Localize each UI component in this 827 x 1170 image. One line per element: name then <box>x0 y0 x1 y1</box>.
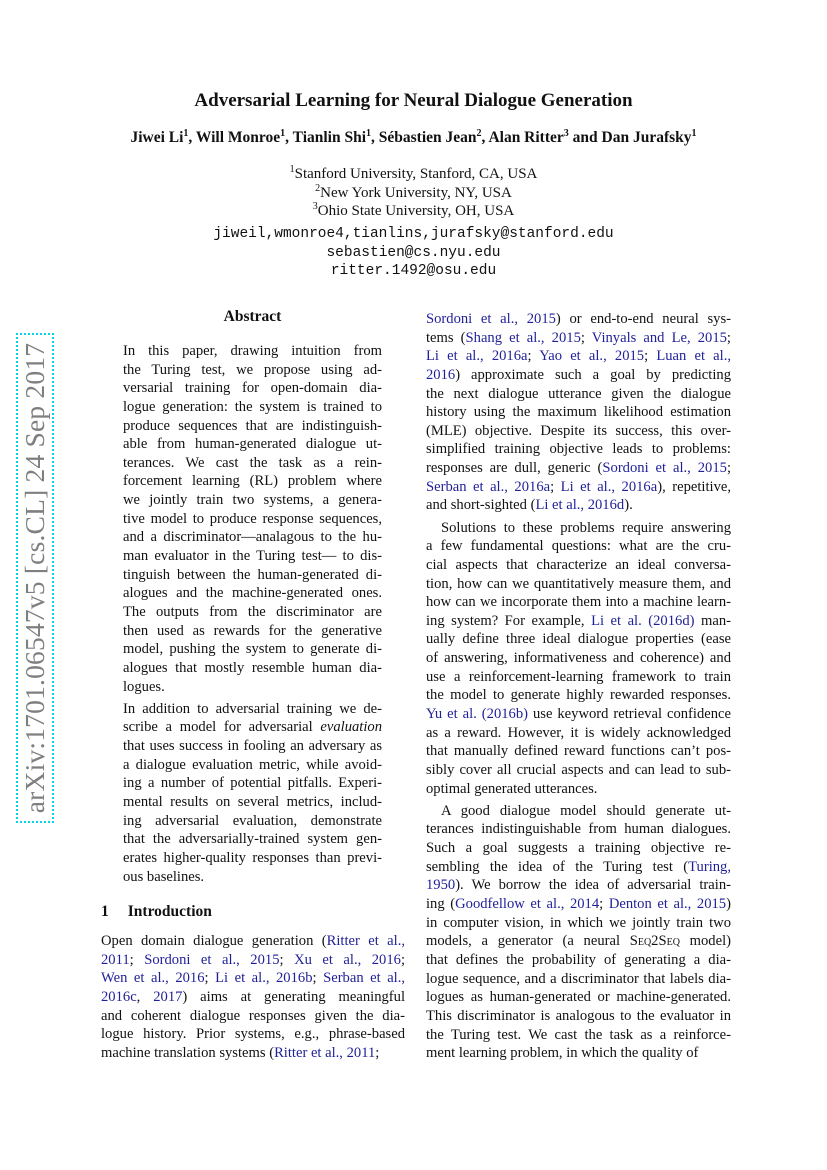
text-line <box>426 858 731 877</box>
citation-link[interactable]: Wen et al., 2016 <box>101 970 205 987</box>
text-line <box>426 724 731 743</box>
text-line <box>123 398 382 417</box>
citation-link[interactable]: 2016c <box>101 988 137 1005</box>
text-run: ; <box>204 970 216 987</box>
text-run: history using the maximum likelihood estimation <box>426 404 731 421</box>
text-line <box>426 310 731 329</box>
text-run: logues. <box>123 678 165 695</box>
text-run: logue history. Prior systems, e.g., phrase-based <box>101 1026 405 1043</box>
text-run: simplified training objective leads to problems: <box>426 441 731 458</box>
text-run: ) approximate such a goal by predicting <box>455 366 731 383</box>
paragraph <box>123 700 382 886</box>
affiliation-text: New York University, NY, USA <box>320 184 512 201</box>
text-line <box>123 756 382 775</box>
text-run: scribe a model for adversarial <box>123 719 321 736</box>
citation-link[interactable]: Li et al. (2016d) <box>591 612 695 629</box>
author-affiliation-mark: 1 <box>366 127 372 139</box>
text-run: ; <box>129 951 145 968</box>
arxiv-stamp <box>16 333 54 823</box>
affiliation <box>0 165 827 184</box>
text-run: forcement learning (RL) problem where <box>123 473 382 490</box>
text-line <box>426 686 731 705</box>
abstract-body <box>123 342 382 886</box>
affiliation-mark: 3 <box>312 201 318 213</box>
text-run: model, pushing the system to generate di- <box>123 641 382 658</box>
text-line <box>426 403 731 422</box>
text-run: ous baselines. <box>123 868 205 885</box>
text-run: man evaluator in the Turing test— to dis- <box>123 548 382 565</box>
text-run: ; <box>400 951 406 968</box>
affiliation <box>0 202 827 221</box>
text-run: Solutions to these problems require answering <box>441 519 731 536</box>
text-run: ing system? For example, <box>426 612 592 629</box>
author-affiliation-mark: 1 <box>183 127 189 139</box>
citation-link[interactable]: Sordoni et al., 2015 <box>602 460 727 477</box>
text-run: use a reinforcement-learning framework to train <box>426 668 731 685</box>
text-run: ing a number of potential pitfalls. Experi- <box>123 775 382 792</box>
text-line <box>426 820 731 839</box>
text-line <box>123 379 382 398</box>
text-run: ; <box>644 348 657 365</box>
text-line <box>426 329 731 348</box>
text-run: cial aspects that characterize an ideal conversa- <box>426 556 731 573</box>
citation-link[interactable]: 2011 <box>101 951 130 968</box>
text-line <box>123 603 382 622</box>
text-line <box>123 435 382 454</box>
text-run: Open domain dialogue generation ( <box>101 933 327 949</box>
text-run: logues as human-generated or machine-generated. <box>426 989 731 1006</box>
text-run: that the adversarially-trained system gen- <box>123 831 382 848</box>
text-run: machine translation systems ( <box>101 1044 275 1061</box>
text-line <box>426 519 731 538</box>
text-line <box>426 742 731 761</box>
author: Alan Ritter <box>488 129 564 146</box>
text-line <box>123 737 382 756</box>
email: ritter.1492@osu.edu <box>330 263 497 280</box>
text-run: the Turing test, we propose using ad- <box>123 361 382 378</box>
text-line <box>101 932 405 951</box>
text-run: ; <box>279 951 295 968</box>
text-line <box>426 951 731 970</box>
text-line <box>123 361 382 380</box>
citation-link[interactable]: 2017 <box>153 988 183 1005</box>
text-line <box>426 988 731 1007</box>
text-run: ; <box>726 329 731 346</box>
text-run: ) or end-to-end neural sys- <box>555 311 731 327</box>
citation-link[interactable]: Denton et al., 2015 <box>608 896 727 913</box>
text-line <box>123 491 382 510</box>
author-separator: , <box>285 129 293 146</box>
citation-link[interactable]: Serban et al., 2016a <box>426 478 551 495</box>
text-line <box>123 584 382 603</box>
citation-link[interactable]: 1950 <box>426 877 456 894</box>
affiliation-mark: 2 <box>315 182 321 194</box>
text-line <box>101 1025 405 1044</box>
text-line <box>426 802 731 821</box>
citation-link[interactable]: Xu et al., 2016 <box>294 951 401 968</box>
text-line <box>123 547 382 566</box>
text-run: terances. We cast the task as a rein- <box>123 454 382 471</box>
text-run: versarial training for open-domain dia- <box>123 380 382 397</box>
text-run: logue sequence, and a discriminator that labels dia- <box>426 970 731 987</box>
text-line <box>426 440 731 459</box>
text-line <box>123 640 382 659</box>
text-line <box>426 422 731 441</box>
text-line <box>123 417 382 436</box>
text-line <box>426 593 731 612</box>
affiliation-text: Ohio State University, OH, USA <box>317 203 515 220</box>
text-line <box>123 812 382 831</box>
intro-left-column <box>101 932 405 1066</box>
text-line <box>123 700 382 719</box>
text-run: of answering, informativeness and coherence) and <box>426 650 731 667</box>
text-line <box>123 659 382 678</box>
text-run: that defines the probability of generating a dia- <box>426 951 731 968</box>
text-run: ; <box>599 896 609 913</box>
text-run: that uses success in fooling an adversary as <box>123 738 382 755</box>
text-run: ; <box>527 348 540 365</box>
text-run: sembling the idea of the Turing test ( <box>426 858 689 875</box>
author: Dan Jurafsky <box>601 129 692 146</box>
citation-link[interactable]: Li et al., 2016b <box>215 970 313 987</box>
text-line <box>426 1026 731 1045</box>
text-run: responses are dull, generic ( <box>426 460 603 477</box>
text-line <box>426 780 731 799</box>
text-run: the next dialogue utterance given the dialogue <box>426 385 731 402</box>
intro-heading <box>101 903 405 921</box>
text-line <box>426 761 731 780</box>
text-run: ; <box>580 329 592 346</box>
text-run: in computer vision, in which we jointly train two <box>426 914 731 931</box>
text-line <box>426 612 731 631</box>
text-line <box>101 1044 405 1063</box>
text-line <box>426 630 731 649</box>
text-run: able from human-generated dialogue ut- <box>123 436 382 453</box>
text-line <box>123 528 382 547</box>
text-run: man- <box>694 612 731 629</box>
text-line <box>426 478 731 497</box>
text-line <box>426 649 731 668</box>
paper-title: Adversarial Learning for Neural Dialogue Generation <box>194 90 633 111</box>
text-run: ) aims at generating meaningful <box>182 988 405 1005</box>
text-line <box>123 793 382 812</box>
text-line <box>426 914 731 933</box>
text-line <box>123 566 382 585</box>
text-line <box>123 678 382 697</box>
text-run: ment learning problem, in which the quality of <box>426 1045 699 1062</box>
text-line <box>123 454 382 473</box>
text-run: ing ( <box>426 896 456 913</box>
text-line <box>123 510 382 529</box>
text-run: mental results on several metrics, includ- <box>123 793 382 810</box>
text-run: then used as rewards for the generative <box>123 622 382 639</box>
text-run: erates higher-quality responses than previ- <box>123 849 382 866</box>
citation-link[interactable]: Yao et al., 2015 <box>539 348 645 365</box>
text-line <box>426 537 731 556</box>
text-line <box>426 347 731 366</box>
text-run: produce sequences that are indistinguish- <box>123 417 382 434</box>
arxiv-id: arXiv:1701.06547v5 [cs.CL] 24 Sep 2017 <box>19 342 50 814</box>
text-run: A good dialogue model should generate ut- <box>441 802 731 819</box>
citation-link[interactable]: Li et al., 2016a <box>426 348 528 365</box>
citation-link[interactable]: Luan et al., <box>656 348 731 365</box>
text-run: ). <box>624 497 633 514</box>
text-run: ; <box>726 460 731 477</box>
text-line <box>123 868 382 887</box>
text-run: The outputs from the discriminator are <box>123 603 382 620</box>
text-run: model) <box>679 933 731 950</box>
citation-link[interactable]: Sordoni et al., 2015 <box>144 951 280 968</box>
author: Sébastien Jean <box>378 129 477 146</box>
text-run: we jointly train two systems, a genera- <box>123 492 382 509</box>
text-run: ually define three ideal dialogue properties (ease <box>426 631 731 648</box>
text-run: (MLE) objective. Despite its success, this over- <box>426 422 731 439</box>
text-line <box>426 385 731 404</box>
citation-link[interactable]: Turing, <box>688 858 731 875</box>
text-run: and a discriminator—analagous to the hu- <box>123 529 382 546</box>
author: Jiwei Li <box>130 129 184 146</box>
text-line <box>426 970 731 989</box>
text-run: tinguish between the human-generated di- <box>123 566 382 583</box>
citation-link[interactable]: 2016 <box>426 366 456 383</box>
paragraph <box>426 310 731 515</box>
author: Will Monroe <box>195 129 281 146</box>
author-affiliation-mark: 3 <box>563 127 569 139</box>
paragraph <box>123 342 382 696</box>
text-run: Such a goal suggests a training objective re- <box>426 840 731 857</box>
text-run: tems ( <box>426 329 466 346</box>
text-run: terances indistinguishable from human dialogues. <box>426 821 731 838</box>
text-run: ; <box>550 478 561 495</box>
text-run: that manually defined reward functions can’t pos- <box>426 743 731 760</box>
text-run: models, a generator (a neural <box>426 933 630 950</box>
text-line <box>123 622 382 641</box>
section-title: Introduction <box>127 903 212 920</box>
text-line <box>101 1007 405 1026</box>
author: Tianlin Shi <box>292 129 367 146</box>
paragraph <box>101 932 405 1062</box>
paragraph <box>426 802 731 1063</box>
section-number: 1 <box>101 903 109 920</box>
author-list <box>0 129 827 147</box>
citation-link[interactable]: Li et al., 2016a <box>560 478 658 495</box>
author-separator: , <box>371 129 379 146</box>
citation-link[interactable]: Ritter et al., 2011 <box>274 1044 376 1061</box>
text-run: In addition to adversarial training we de- <box>123 700 382 717</box>
text-line <box>426 895 731 914</box>
email: jiweil,wmonroe4,tianlins,jurafsky@stanford.edu <box>213 226 614 242</box>
text-run: the model to generate highly rewarded responses. <box>426 687 731 704</box>
author-separator: and <box>568 129 602 146</box>
author-affiliation-mark: 1 <box>280 127 286 139</box>
text-run: a few fundamental questions: what are the cru- <box>426 538 731 555</box>
citation-link[interactable]: Sordoni et al., 2015 <box>426 311 556 327</box>
text-run: alogues that mostly resemble human dia- <box>123 659 382 676</box>
text-run: as a reward. However, it is widely acknowledged <box>426 724 731 741</box>
text-line <box>123 830 382 849</box>
text-line <box>101 988 405 1007</box>
text-line <box>426 932 731 951</box>
text-run: sibly cover all crucial aspects and can lead to sub- <box>426 761 731 778</box>
text-run: and coherent dialogue responses given the dia- <box>101 1007 405 1024</box>
text-line <box>426 1007 731 1026</box>
text-run: This discriminator is analogous to the evaluator in <box>426 1007 731 1024</box>
author-affiliation-mark: 1 <box>691 127 697 139</box>
text-line <box>426 556 731 575</box>
text-run: ; <box>375 1044 380 1061</box>
citation-link[interactable]: Yu et al. (2016b) <box>426 706 529 723</box>
text-run: use keyword retrieval confidence <box>528 706 731 723</box>
text-line <box>101 969 405 988</box>
citation-link[interactable]: Li et al., 2016d <box>535 497 625 514</box>
text-run: optimal generated utterances. <box>426 780 598 797</box>
text-run: ing adversarial evaluation, demonstrate <box>123 812 382 829</box>
text-line <box>123 718 382 737</box>
author-separator: , <box>481 129 489 146</box>
citation-link[interactable]: Serban et al., <box>323 970 406 987</box>
abstract-heading: Abstract <box>223 308 282 325</box>
affiliation-text: Stanford University, Stanford, CA, USA <box>294 166 538 182</box>
text-run: alogues and the machine-generated ones. <box>123 585 382 602</box>
intro-right-column <box>426 310 731 1066</box>
text-run: the Turing test. We cast the task as a reinforce- <box>426 1026 731 1043</box>
text-line <box>123 472 382 491</box>
text-run: In this paper, drawing intuition from <box>123 343 382 359</box>
text-line <box>426 575 731 594</box>
text-line <box>426 1044 731 1063</box>
small-caps-term: Seq2Seq <box>629 933 680 950</box>
text-run: a dialogue evaluation metric, while avoid- <box>123 756 382 773</box>
text-line <box>426 496 731 515</box>
text-line <box>426 668 731 687</box>
text-run: ; <box>312 970 324 987</box>
text-line <box>426 839 731 858</box>
text-run: and short-sighted ( <box>426 497 536 514</box>
text-line <box>123 342 382 361</box>
text-run: ), repetitive, <box>657 478 731 495</box>
text-run: ). We borrow the idea of adversarial train- <box>455 877 731 894</box>
text-line <box>426 459 731 478</box>
citation-link[interactable]: Ritter et al., <box>326 933 405 949</box>
text-line <box>123 849 382 868</box>
paragraph <box>426 519 731 799</box>
affiliations <box>0 165 827 221</box>
citation-link[interactable]: Shang et al., 2015 <box>465 329 581 346</box>
text-run: ) <box>726 896 731 913</box>
emphasis: evaluation <box>320 719 382 736</box>
text-run: how can we incorporate them into a machine learn- <box>426 594 731 611</box>
text-line <box>426 366 731 385</box>
text-line <box>123 774 382 793</box>
affiliation <box>0 184 827 203</box>
citation-link[interactable]: Goodfellow et al., 2014 <box>455 896 600 913</box>
text-run: tive model to produce response sequences, <box>123 510 382 527</box>
text-run: tion, how can we quantitatively measure them, and <box>426 575 731 592</box>
affiliation-mark: 1 <box>289 164 295 175</box>
text-line <box>426 705 731 724</box>
emails <box>0 225 827 281</box>
citation-link[interactable]: Vinyals and Le, 2015 <box>591 329 727 346</box>
author-separator: , <box>188 129 196 146</box>
email: sebastien@cs.nyu.edu <box>326 244 501 261</box>
abstract-section <box>123 308 382 890</box>
text-run: , <box>136 988 154 1005</box>
author-affiliation-mark: 2 <box>476 127 482 139</box>
text-line <box>101 951 405 970</box>
text-run: logue generation: the system is trained to <box>123 398 382 415</box>
text-line <box>426 876 731 895</box>
